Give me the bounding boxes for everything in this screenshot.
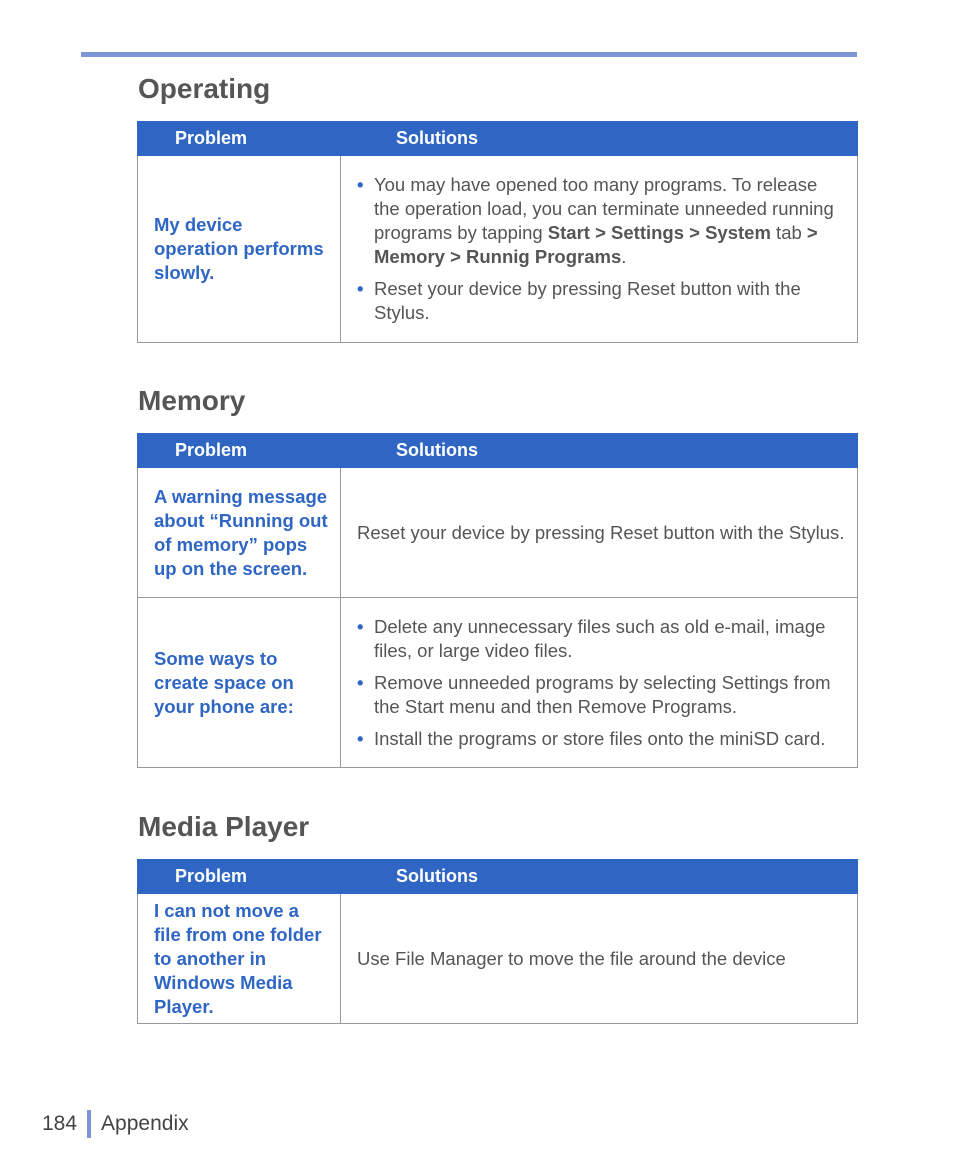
media-player-table [137, 859, 858, 1024]
page-footer [42, 1109, 189, 1139]
section-title-media-player: Media Player [138, 811, 310, 842]
problem-cell: A warning message about “Running out of memory” pops up on the screen. [138, 468, 341, 598]
problem-cell: I can not move a file from one folder to another in Windows Media Player. [138, 894, 341, 1024]
section-title-operating: Operating [138, 73, 271, 104]
top-rule [81, 52, 857, 57]
solution-cell [341, 156, 858, 343]
solution-list [357, 173, 845, 325]
solution-cell: Reset your device by pressing Reset button with the Stylus. [341, 468, 858, 598]
column-header-problem: Problem [138, 860, 341, 894]
column-header-problem: Problem [138, 122, 341, 156]
footer-divider [87, 1110, 91, 1138]
column-header-solutions: Solutions [341, 434, 858, 468]
table-row [138, 468, 858, 598]
table-row [138, 156, 858, 343]
solution-item: • Delete any unnecessary files such as old e-mail, image files, or large video files. [357, 615, 845, 663]
footer-section-label: Appendix [101, 1112, 189, 1135]
solution-item: • Install the programs or store files onto the miniSD card. [357, 727, 845, 751]
solution-item: • Remove unneeded programs by selecting Settings from the Start menu and then Remove Programs. [357, 671, 845, 719]
solution-cell: Use File Manager to move the file around the device [341, 894, 858, 1024]
column-header-solutions: Solutions [341, 122, 858, 156]
column-header-solutions: Solutions [341, 860, 858, 894]
page-number: 184 [42, 1112, 78, 1135]
table-header [138, 122, 858, 156]
problem-cell: My device operation performs slowly. [138, 156, 341, 343]
table-row [138, 894, 858, 1024]
solution-item: • You may have opened too many programs. To release the operation load, you can terminate unneeded running programs by tapping Start > Settings > System tab > Memory > Runnig Programs. [357, 173, 845, 269]
solution-cell [341, 598, 858, 768]
table-row [138, 598, 858, 768]
column-header-problem: Problem [138, 434, 341, 468]
table-header [138, 434, 858, 468]
table-header [138, 860, 858, 894]
solution-list [357, 615, 845, 751]
memory-table [137, 433, 858, 768]
solution-item: • Reset your device by pressing Reset button with the Stylus. [357, 277, 845, 325]
section-title-memory: Memory [138, 385, 246, 416]
problem-cell: Some ways to create space on your phone are: [138, 598, 341, 768]
operating-table [137, 121, 858, 343]
